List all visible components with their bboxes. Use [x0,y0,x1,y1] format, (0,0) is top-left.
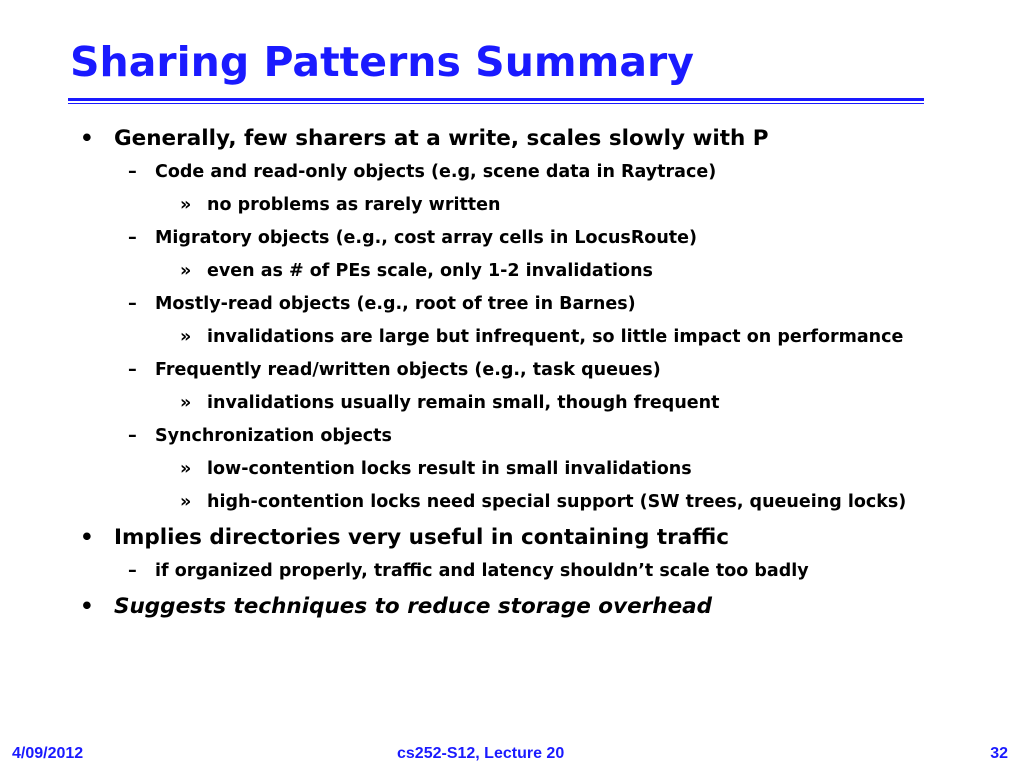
sub-sub-bullet-text: even as # of PEs scale, only 1-2 invalidations [207,261,653,281]
sub-bullet-item [76,292,936,316]
sub-bullet-text: Code and read-only objects (e.g, scene data in Raytrace) [155,162,717,182]
bullet-text: Generally, few sharers at a write, scales slowly with P [114,126,769,151]
sub-bullet-text: if organized properly, traffic and latency shouldn’t scale too badly [155,561,809,581]
sub-sub-bullet-text: high-contention locks need special support (SW trees, queueing locks) [207,492,907,512]
sub-sub-bullet-text: no problems as rarely written [207,195,501,215]
dash-marker: – [128,426,137,446]
sub-bullet-text: Mostly-read objects (e.g., root of tree in Barnes) [155,294,636,314]
chevron-marker: » [180,393,192,413]
sub-sub-bullet-text: low-contention locks result in small invalidations [207,459,692,479]
bullet-text: Suggests techniques to reduce storage overhead [114,594,713,619]
sub-sub-bullet-item [76,325,936,349]
footer-course: cs252-S12, Lecture 20 [397,745,565,762]
footer-date: 4/09/2012 [12,745,84,762]
sub-bullet-text: Synchronization objects [155,426,392,446]
bullet-marker: • [80,525,94,550]
sub-sub-bullet-item [76,391,936,415]
sub-sub-bullet-text: invalidations usually remain small, though frequent [207,393,720,413]
sub-bullet-text: Frequently read/written objects (e.g., task queues) [155,360,661,380]
chevron-marker: » [180,492,192,512]
sub-sub-bullet-item [76,259,936,283]
chevron-marker: » [180,459,192,479]
sub-bullet-text: Migratory objects (e.g., cost array cells in LocusRoute) [155,228,698,248]
sub-sub-bullet-item [76,490,936,514]
bullet-marker: • [80,594,94,619]
bullet-item [76,124,936,154]
dash-marker: – [128,162,137,182]
dash-marker: – [128,360,137,380]
sub-bullet-item [76,559,936,583]
sub-sub-bullet-text: invalidations are large but infrequent, so little impact on performance [207,327,904,347]
sub-sub-bullet-item [76,457,936,481]
chevron-marker: » [180,261,192,281]
bullet-item [76,592,936,622]
dash-marker: – [128,561,137,581]
footer-page-number: 32 [990,745,1008,762]
sub-bullet-item [76,358,936,382]
sub-bullet-item [76,160,936,184]
title-underline-thick [68,98,924,101]
bullet-list [76,124,936,628]
chevron-marker: » [180,195,192,215]
dash-marker: – [128,294,137,314]
bullet-text: Implies directories very useful in containing traffic [114,525,729,550]
title-underline-thin [68,103,924,104]
bullet-item [76,523,936,553]
slide-title: Sharing Patterns Summary [70,38,694,86]
dash-marker: – [128,228,137,248]
sub-bullet-item [76,424,936,448]
sub-sub-bullet-item [76,193,936,217]
bullet-marker: • [80,126,94,151]
sub-bullet-item [76,226,936,250]
chevron-marker: » [180,327,192,347]
